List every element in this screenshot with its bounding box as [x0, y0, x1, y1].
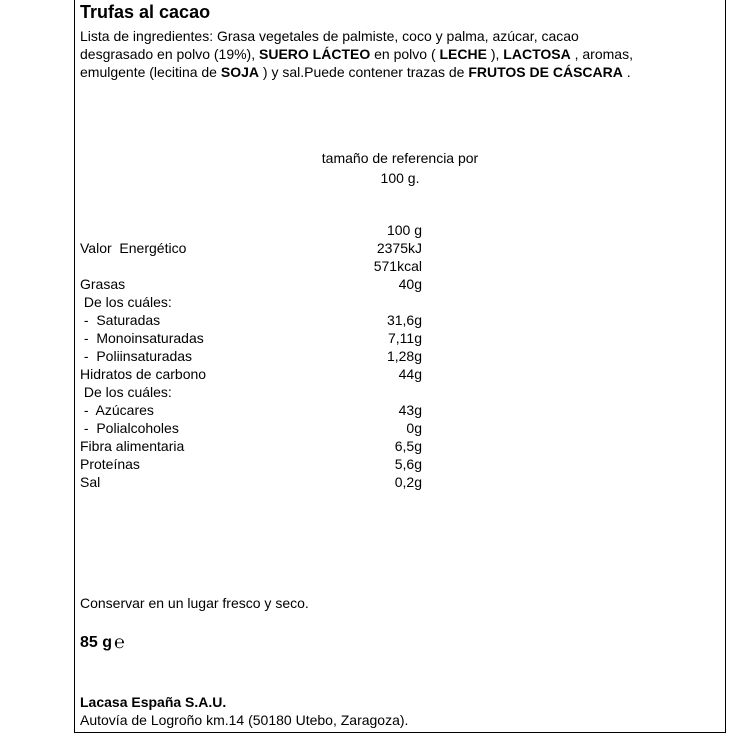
nutrition-row-value: 7,11g [388, 330, 422, 346]
nutrition-row-value: 2375kJ [376, 240, 422, 256]
nutrition-row-value: 0,2g [394, 474, 422, 490]
allergen-lactose: LACTOSA [503, 46, 571, 62]
net-weight-value: 85 g [80, 634, 113, 651]
ingredients-text: , aromas, emulgente (lecitina de [80, 46, 633, 80]
nutrition-row-label: Sal [80, 474, 101, 490]
nutrition-row-value: 6,5g [394, 438, 422, 454]
nutrition-row-value: 43g [398, 402, 422, 418]
ingredients-list [80, 27, 650, 81]
nutrition-row-label: Fibra alimentaria [80, 438, 185, 454]
storage-instructions: Conservar en un lugar fresco y seco. [80, 595, 309, 611]
nutrition-column-header: 100 g [386, 222, 422, 238]
nutrition-row-label: - Azúcares [80, 402, 154, 418]
nutrition-row-label: - Poliinsaturadas [80, 348, 193, 364]
nutrition-row-label: Grasas [80, 276, 126, 292]
allergen-nuts: FRUTOS DE CÁSCARA [468, 64, 623, 80]
ingredients-text: en polvo ( [370, 46, 440, 62]
ingredients-text: Lista de ingredientes: Grasa vegetales de palmiste, coco y palma, azúcar, cacao desgrasado en polvo (19%), [80, 28, 579, 62]
nutrition-row-value: 0g [406, 420, 422, 436]
allergen-whey: SUERO LÁCTEO [259, 46, 371, 62]
ingredients-text: . [622, 64, 631, 80]
nutrition-row-label: - Monoinsaturadas [80, 330, 204, 346]
ingredients-text: ) y sal.Puede contener trazas de [259, 64, 469, 80]
nutrition-row-value: 44g [398, 366, 422, 382]
ingredients-text: ), [486, 46, 504, 62]
nutrition-row-label: De los cuáles: [80, 384, 172, 400]
nutrition-row-value: 1,28g [386, 348, 422, 364]
nutrition-row-label: Proteínas [80, 456, 140, 472]
nutrition-row-label: - Polialcoholes [80, 420, 179, 436]
allergen-soy: SOJA [220, 64, 259, 80]
net-weight [80, 633, 125, 653]
reference-line-1: tamaño de referencia por [321, 150, 479, 166]
company-address: Autovía de Logroño km.14 (50180 Utebo, Zaragoza). [80, 712, 409, 728]
nutrition-row-label: De los cuáles: [80, 294, 172, 310]
nutrition-row-label: - Saturadas [80, 312, 161, 328]
nutrition-row-value: 40g [398, 276, 422, 292]
product-title: Trufas al cacao [80, 2, 211, 22]
nutrition-row-value: 5,6g [394, 456, 422, 472]
company-name: Lacasa España S.A.U. [80, 694, 227, 710]
nutrition-row-value: 31,6g [386, 312, 422, 328]
nutrition-row-label: Valor Energético [80, 240, 187, 256]
nutrition-row-value: 571kcal [373, 258, 422, 274]
reference-line-2: 100 g. [380, 170, 420, 186]
estimated-sign-icon: ℮ [114, 632, 125, 652]
nutrition-row-label: Hidratos de carbono [80, 366, 207, 382]
allergen-milk: LECHE [439, 46, 487, 62]
